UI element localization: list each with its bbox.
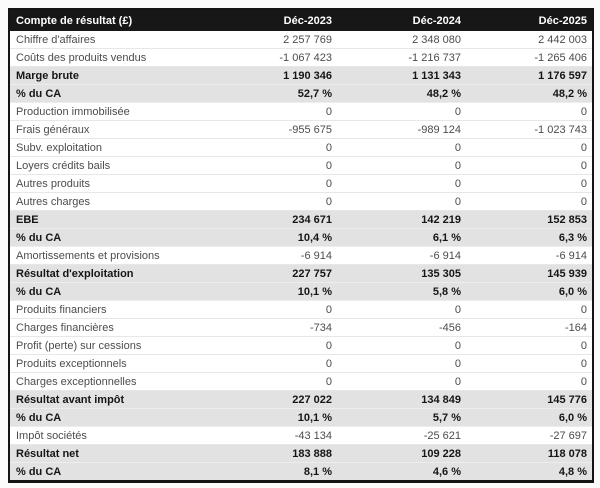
row-value: 0 [337, 355, 466, 373]
row-value: 0 [249, 301, 337, 319]
row-value: -1 067 423 [249, 49, 337, 67]
table-row [9, 139, 593, 157]
row-value: 0 [337, 175, 466, 193]
row-label: Autres produits [9, 175, 249, 193]
row-value: 52,7 % [249, 85, 337, 103]
row-value: 2 348 080 [337, 31, 466, 49]
row-value: 0 [466, 139, 593, 157]
row-value: 145 939 [466, 265, 593, 283]
row-value: 134 849 [337, 391, 466, 409]
row-value: 2 442 003 [466, 31, 593, 49]
row-value: 6,1 % [337, 229, 466, 247]
table-row [9, 67, 593, 85]
row-value: 0 [249, 157, 337, 175]
table-row [9, 337, 593, 355]
row-value: 48,2 % [337, 85, 466, 103]
row-value: 0 [466, 355, 593, 373]
row-value: 234 671 [249, 211, 337, 229]
row-value: 183 888 [249, 445, 337, 463]
table-row [9, 265, 593, 283]
row-label: Charges financières [9, 319, 249, 337]
row-value: -1 023 743 [466, 121, 593, 139]
row-label: Autres charges [9, 193, 249, 211]
row-value: 1 176 597 [466, 67, 593, 85]
row-value: 4,8 % [466, 463, 593, 482]
row-value: -1 265 406 [466, 49, 593, 67]
table-title: Compte de résultat (£) [9, 9, 249, 31]
column-header-dec-2025: Déc-2025 [466, 9, 593, 31]
row-value: 0 [466, 175, 593, 193]
table-row [9, 193, 593, 211]
row-value: -734 [249, 319, 337, 337]
row-label: Frais généraux [9, 121, 249, 139]
row-value: 0 [249, 193, 337, 211]
table-row [9, 49, 593, 67]
table-row [9, 121, 593, 139]
row-value: -989 124 [337, 121, 466, 139]
row-value: 0 [337, 337, 466, 355]
table-row [9, 157, 593, 175]
row-value: 0 [249, 175, 337, 193]
row-value: 0 [249, 139, 337, 157]
row-value: 0 [466, 103, 593, 121]
row-value: -456 [337, 319, 466, 337]
table-row [9, 229, 593, 247]
row-value: 0 [337, 157, 466, 175]
row-value: 2 257 769 [249, 31, 337, 49]
row-value: -955 675 [249, 121, 337, 139]
table-row [9, 301, 593, 319]
row-value: 8,1 % [249, 463, 337, 482]
row-value: -27 697 [466, 427, 593, 445]
row-label: % du CA [9, 463, 249, 482]
row-value: 10,1 % [249, 283, 337, 301]
row-value: 1 131 343 [337, 67, 466, 85]
row-label: Résultat d'exploitation [9, 265, 249, 283]
table-body [9, 31, 593, 482]
row-value: 0 [249, 103, 337, 121]
row-value: 145 776 [466, 391, 593, 409]
row-label: Chiffre d'affaires [9, 31, 249, 49]
row-label: Loyers crédits bails [9, 157, 249, 175]
row-value: 135 305 [337, 265, 466, 283]
table-row [9, 373, 593, 391]
row-value: 152 853 [466, 211, 593, 229]
table-row [9, 445, 593, 463]
row-value: 5,8 % [337, 283, 466, 301]
table-row [9, 463, 593, 482]
table-row [9, 247, 593, 265]
table-row [9, 211, 593, 229]
table-row [9, 175, 593, 193]
row-value: 5,7 % [337, 409, 466, 427]
row-value: 48,2 % [466, 85, 593, 103]
row-value: 227 022 [249, 391, 337, 409]
row-value: 0 [249, 337, 337, 355]
row-value: 118 078 [466, 445, 593, 463]
row-value: 6,3 % [466, 229, 593, 247]
row-value: 0 [337, 139, 466, 157]
row-label: % du CA [9, 283, 249, 301]
row-value: 0 [337, 301, 466, 319]
row-value: 6,0 % [466, 409, 593, 427]
row-label: % du CA [9, 85, 249, 103]
row-label: Marge brute [9, 67, 249, 85]
row-label: Amortissements et provisions [9, 247, 249, 265]
row-label: Profit (perte) sur cessions [9, 337, 249, 355]
table-row [9, 427, 593, 445]
row-label: % du CA [9, 229, 249, 247]
row-value: -6 914 [466, 247, 593, 265]
row-value: -25 621 [337, 427, 466, 445]
row-label: % du CA [9, 409, 249, 427]
row-value: 0 [337, 193, 466, 211]
row-value: 0 [249, 373, 337, 391]
row-value: 0 [466, 301, 593, 319]
row-value: 0 [466, 193, 593, 211]
row-value: 0 [337, 373, 466, 391]
row-value: 0 [466, 157, 593, 175]
row-value: -43 134 [249, 427, 337, 445]
row-value: 142 219 [337, 211, 466, 229]
row-value: 10,1 % [249, 409, 337, 427]
row-value: 227 757 [249, 265, 337, 283]
table-row [9, 355, 593, 373]
row-value: 6,0 % [466, 283, 593, 301]
table-row [9, 319, 593, 337]
row-value: -164 [466, 319, 593, 337]
row-value: 0 [337, 103, 466, 121]
row-value: 0 [466, 337, 593, 355]
row-value: 109 228 [337, 445, 466, 463]
row-value: 0 [249, 355, 337, 373]
table-header [9, 9, 593, 31]
row-value: 0 [466, 373, 593, 391]
header-row [9, 9, 593, 31]
table-row [9, 31, 593, 49]
column-header-dec-2023: Déc-2023 [249, 9, 337, 31]
row-label: Subv. exploitation [9, 139, 249, 157]
row-label: Résultat avant impôt [9, 391, 249, 409]
row-label: Production immobilisée [9, 103, 249, 121]
row-label: Produits financiers [9, 301, 249, 319]
row-label: Charges exceptionnelles [9, 373, 249, 391]
table-row [9, 283, 593, 301]
row-label: Impôt sociétés [9, 427, 249, 445]
row-label: Résultat net [9, 445, 249, 463]
table-row [9, 103, 593, 121]
row-value: 10,4 % [249, 229, 337, 247]
income-statement-table [8, 8, 594, 483]
row-label: EBE [9, 211, 249, 229]
row-value: -6 914 [337, 247, 466, 265]
row-value: -6 914 [249, 247, 337, 265]
table-row [9, 409, 593, 427]
row-value: -1 216 737 [337, 49, 466, 67]
row-label: Coûts des produits vendus [9, 49, 249, 67]
table-row [9, 85, 593, 103]
table-row [9, 391, 593, 409]
row-label: Produits exceptionnels [9, 355, 249, 373]
row-value: 1 190 346 [249, 67, 337, 85]
column-header-dec-2024: Déc-2024 [337, 9, 466, 31]
row-value: 4,6 % [337, 463, 466, 482]
